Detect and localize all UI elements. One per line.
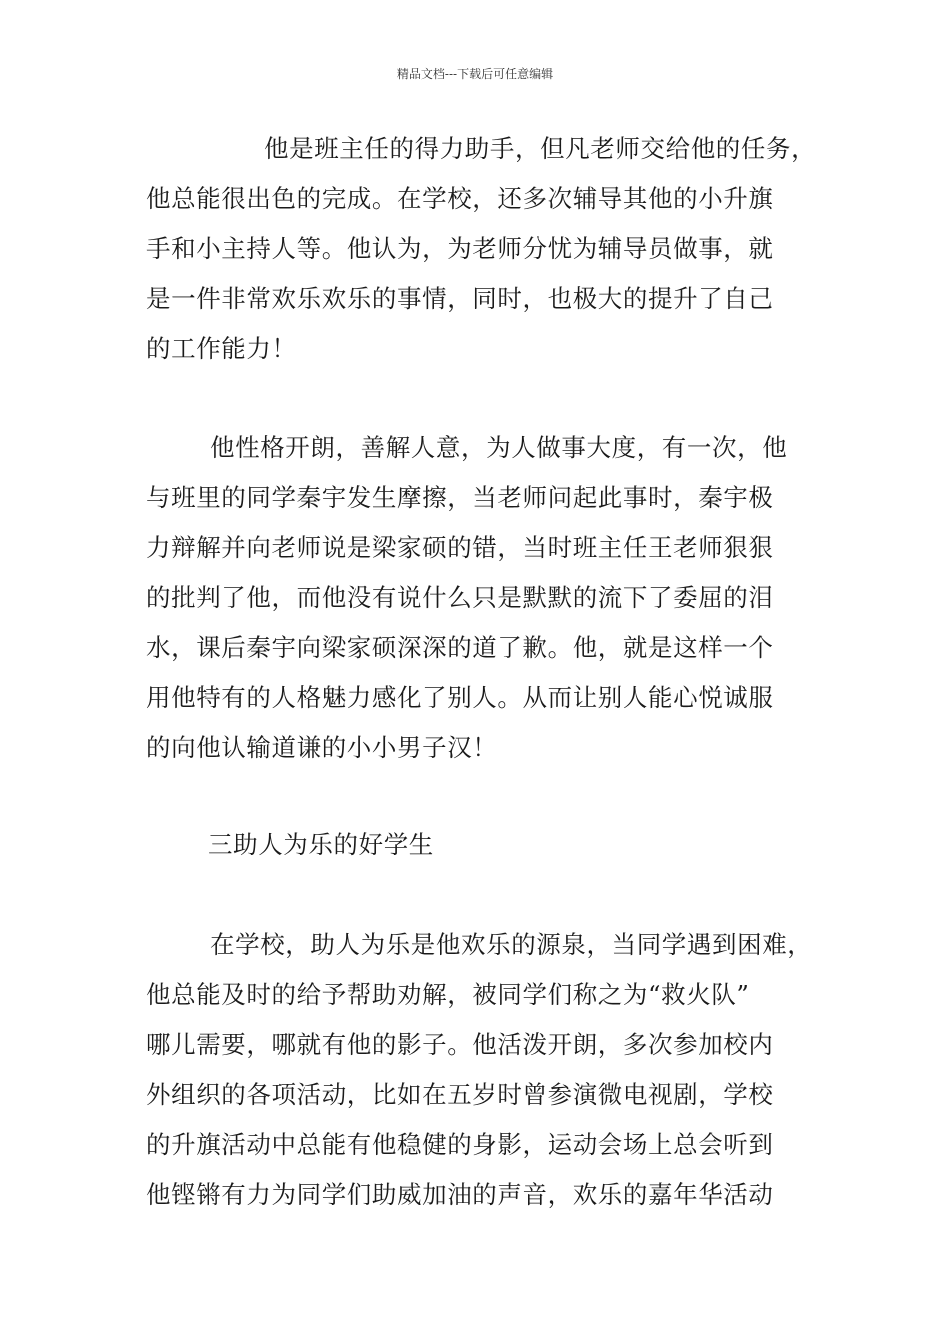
paragraph-2-line-3: 力辩解并向老师说是梁家硕的错，当时班主任王老师狠狠 — [146, 533, 774, 562]
paragraph-1-line-1: 他是班主任的得力助手，但凡老师交给他的任务， — [264, 134, 817, 163]
paragraph-3-line-4: 外组织的各项活动，比如在五岁时曾参演微电视剧，学校 — [146, 1080, 774, 1109]
paragraph-2-line-5: 水，课后秦宇向梁家硕深深的道了歉。他，就是这样一个 — [146, 633, 774, 662]
section-heading: 三助人为乐的好学生 — [208, 830, 434, 859]
paragraph-1-line-2: 他总能很出色的完成。在学校，还多次辅导其他的小升旗 — [146, 184, 774, 213]
paragraph-2-line-7: 的向他认输道谦的小小男子汉！ — [146, 733, 498, 762]
paragraph-2-line-4: 的批判了他，而他没有说什么只是默默的流下了委屈的泪 — [146, 583, 774, 612]
paragraph-1-line-4: 是一件非常欢乐欢乐的事情，同时，也极大的提升了自己 — [146, 284, 774, 313]
page-header: 精品文档---下载后可任意编辑 — [396, 67, 554, 81]
paragraph-3-line-6: 他铿锵有力为同学们助威加油的声音，欢乐的嘉年华活动 — [146, 1180, 774, 1209]
paragraph-1-line-5: 的工作能力！ — [146, 334, 297, 363]
paragraph-3-line-5: 的升旗活动中总能有他稳健的身影，运动会场上总会听到 — [146, 1130, 774, 1159]
paragraph-1-line-3: 手和小主持人等。他认为，为老师分忧为辅导员做事，就 — [146, 234, 774, 263]
paragraph-2-line-2: 与班里的同学秦宇发生摩擦，当老师问起此事时，秦宇极 — [146, 483, 774, 512]
paragraph-3-line-3: 哪儿需要，哪就有他的影子。他活泼开朗，多次参加校内 — [146, 1030, 774, 1059]
paragraph-2-line-1: 他性格开朗，善解人意，为人做事大度，有一次，他 — [210, 433, 788, 462]
paragraph-2-line-6: 用他特有的人格魅力感化了别人。从而让别人能心悦诚服 — [146, 683, 774, 712]
paragraph-3-line-1: 在学校，助人为乐是他欢乐的源泉，当同学遇到困难， — [210, 930, 813, 959]
paragraph-3-line-2: 他总能及时的给予帮助劝解，被同学们称之为“救火队” — [146, 980, 750, 1009]
